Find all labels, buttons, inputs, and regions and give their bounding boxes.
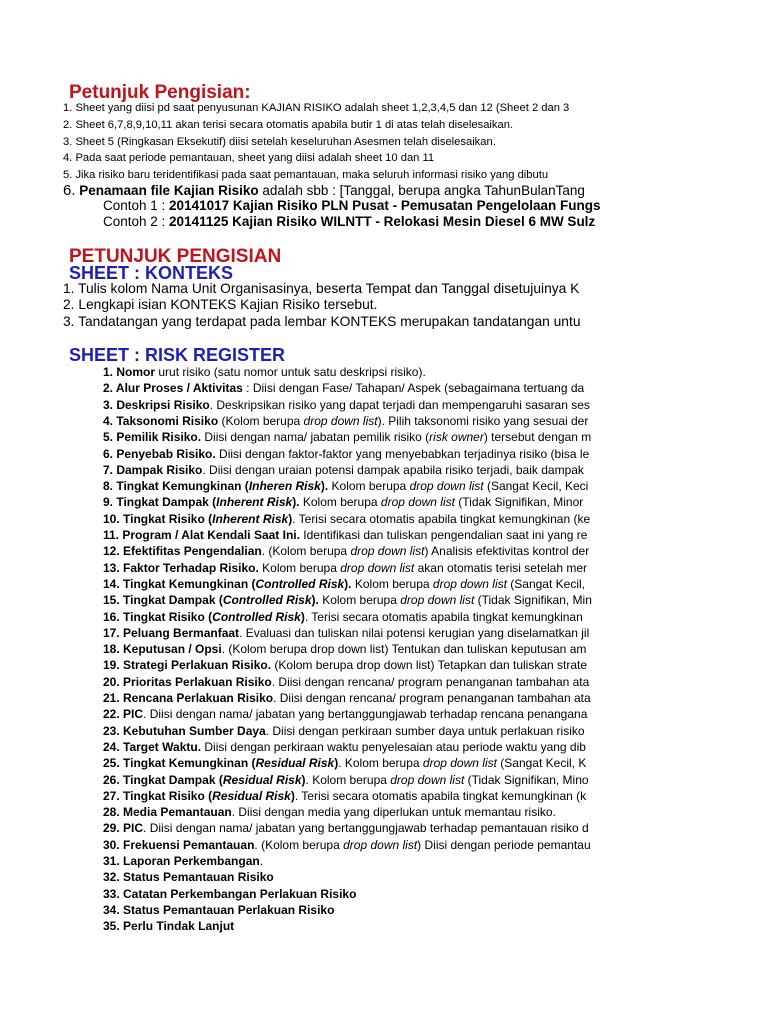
risk-register-item — [103, 577, 768, 591]
item-description: urut risiko (satu nomor untuk satu deskripsi risiko). — [155, 365, 426, 379]
risk-register-heading: SHEET : RISK REGISTER — [69, 345, 286, 365]
item-field-name: ). — [311, 593, 319, 608]
item-field-name: 1. Nomor — [103, 365, 156, 379]
item-description: . (Kolom berupa — [254, 837, 344, 852]
item-description: risk owner — [429, 430, 484, 445]
risk-register-item — [103, 740, 768, 754]
item-field-name: 5. Pemilik Risiko. — [103, 430, 202, 445]
item-description: (Sangat Kecil, Keci — [483, 479, 589, 494]
item-description: (Sangat Kecil, K — [496, 756, 587, 771]
item-field-name: 9. Tingkat Dampak ( — [103, 495, 217, 510]
item-description: . Diisi dengan media yang diperlukan untuk memantau risiko. — [231, 805, 556, 820]
item-field-name: 12. Efektifitas Pengendalian — [103, 544, 262, 559]
item-field-name: 34. Status Pemantauan Perlakuan Risiko — [103, 902, 335, 917]
risk-register-item — [103, 544, 768, 558]
item-description: Kolom berupa — [318, 593, 401, 608]
item-description: drop down list — [350, 544, 425, 559]
risk-register-item — [103, 919, 768, 933]
risk-register-item — [103, 512, 768, 526]
item-field-name: 27. Tingkat Risiko ( — [103, 788, 213, 803]
item-description: Diisi dengan faktor-faktor yang menyebabkan terjadinya risiko (bisa le — [215, 446, 590, 461]
item-field-name: ). — [320, 479, 329, 494]
item-description: drop down list — [409, 479, 484, 494]
item-field-name: 4. Taksonomi Risiko — [103, 413, 219, 428]
item-field-name: ) — [288, 511, 293, 526]
item-field-name: Controlled Risk — [212, 609, 301, 624]
item-description: Diisi dengan perkiraan waktu penyelesaian atau periode waktu yang dib — [201, 739, 586, 754]
item-description: Diisi dengan nama/ jabatan pemilik risiko ( — [201, 430, 430, 445]
item-field-name: Inherent Risk — [216, 495, 293, 510]
item-field-name: 30. Frekuensi Pemantauan — [103, 837, 255, 852]
item-field-name: 7. Dampak Risiko — [103, 462, 203, 477]
risk-register-item — [103, 870, 768, 884]
item-field-name: 22. PIC — [103, 707, 144, 722]
item-description: . Diisi dengan perkiraan sumber daya untuk perlakuan risiko — [265, 723, 585, 738]
item-field-name: 18. Keputusan / Opsi — [103, 642, 222, 657]
item-description: akan otomatis terisi setelah mer — [414, 560, 588, 575]
item-field-name: 19. Strategi Perlakuan Risiko. — [103, 658, 272, 673]
item-description: Kolom berupa — [299, 495, 381, 510]
item-field-name: 2. Alur Proses / Aktivitas — [103, 381, 243, 396]
item-description: drop down list — [303, 413, 378, 428]
item-description: . Kolom berupa — [305, 772, 391, 787]
risk-register-item — [103, 789, 768, 803]
item-field-name: 35. Perlu Tindak Lanjut — [103, 919, 235, 934]
risk-register-item — [103, 561, 768, 575]
konteks-subheading: SHEET : KONTEKS — [69, 263, 234, 283]
item-description: . Diisi dengan uraian potensi dampak apabila risiko terjadi, baik dampak — [202, 462, 584, 477]
item-field-name: 15. Tingkat Dampak ( — [103, 593, 223, 608]
risk-register-item — [103, 593, 768, 607]
item-field-name: 11. Program / Alat Kendali Saat Ini. — [103, 528, 300, 542]
risk-register-item — [103, 854, 768, 868]
petunjuk-item-3: 3. Sheet 5 (Ringkasan Eksekutif) diisi setelah keseluruhan Asesmen telah diselesaikan. — [63, 136, 496, 148]
risk-register-item — [103, 691, 768, 705]
petunjuk-item-2: 2. Sheet 6,7,8,9,10,11 akan terisi secara otomatis apabila butir 1 di atas telah diselesaikan. — [63, 119, 514, 131]
item-field-name: 33. Catatan Perkembangan Perlakuan Risiko — [103, 886, 357, 901]
item-field-name: 13. Faktor Terhadap Risiko. — [103, 560, 259, 575]
risk-register-item — [103, 658, 768, 672]
item-field-name: Residual Risk — [255, 756, 335, 771]
item-field-name: 16. Tingkat Risiko ( — [103, 609, 213, 624]
item-description: drop down list — [340, 560, 415, 575]
item-description: . Evaluasi dan tuliskan nilai potensi kerugian yang diselamatkan jil — [239, 625, 590, 640]
item-description: Kolom berupa — [351, 576, 433, 591]
item-field-name: 3. Deskripsi Risiko — [103, 397, 210, 412]
item-field-name: 32. Status Pemantauan Risiko — [103, 870, 274, 885]
item-description: Kolom berupa — [328, 479, 410, 494]
item-description: . — [259, 854, 264, 868]
item-description: . Terisi secara otomatis apabila tingkat kemungkinan — [304, 609, 583, 624]
risk-register-item — [103, 365, 768, 379]
risk-register-item — [103, 675, 768, 689]
item-description: Kolom berupa — [258, 560, 341, 575]
contoh-1-value: 20141017 Kajian Risiko PLN Pusat - Pemusatan Pengelolaan Fungs — [165, 198, 601, 213]
petunjuk-item-4: 4. Pada saat periode pemantauan, sheet yang diisi adalah sheet 10 dan 11 — [63, 152, 435, 164]
risk-register-item — [103, 626, 768, 640]
item-field-name: 25. Tingkat Kemungkinan ( — [103, 756, 256, 771]
item-field-name: 17. Peluang Bermanfaat — [103, 625, 240, 640]
risk-register-item — [103, 903, 768, 917]
item-description: drop down list — [400, 593, 475, 608]
item-description: . Deskripsikan risiko yang dapat terjadi dan mempengaruhi sasaran ses — [209, 397, 590, 412]
item-description: . Terisi secara otomatis apabila tingkat kemungkinan (k — [294, 788, 587, 803]
risk-register-item — [103, 805, 768, 819]
petunjuk-item-1: 1. Sheet yang diisi pd saat penyusunan KAJIAN RISIKO adalah sheet 1,2,3,4,5 dan 12 (Sheet 2 dan 3 — [63, 102, 570, 114]
item-field-name: 21. Rencana Perlakuan Risiko — [103, 691, 274, 705]
contoh-1 — [103, 198, 768, 213]
item-field-name: Controlled Risk — [222, 593, 312, 608]
risk-register-item — [103, 430, 768, 444]
item-description: . Diisi dengan nama/ jabatan yang bertanggungjawab terhadap pemantauan risiko d — [143, 821, 589, 836]
risk-register-item — [103, 528, 768, 542]
item-field-name: 23. Kebutuhan Sumber Daya — [103, 723, 266, 738]
item-field-name: Inherent Risk — [212, 511, 289, 526]
konteks-item-2: 2. Lengkapi isian KONTEKS Kajian Risiko tersebut. — [63, 297, 378, 312]
item-description: drop down list — [390, 772, 465, 787]
konteks-heading: PETUNJUK PENGISIAN — [69, 246, 282, 267]
konteks-item-1: 1. Tulis kolom Nama Unit Organisasinya, beserta Tempat dan Tanggal disetujuinya K — [63, 281, 580, 296]
item-description: (Sangat Kecil, — [506, 576, 585, 591]
item-description: . (Kolom berupa drop down list) Tentukan dan tuliskan keputusan am — [221, 642, 587, 657]
item-description: Identifikasi dan tuliskan pengendalian saat ini yang re — [299, 528, 588, 542]
item-description: . Diisi dengan rencana/ program penanganan tambahan ata — [273, 691, 591, 705]
item-field-name: Residual Risk — [222, 772, 302, 787]
item-field-name: 8. Tingkat Kemungkinan ( — [103, 479, 249, 494]
item-field-name: 14. Tingkat Kemungkinan ( — [103, 576, 256, 591]
item-description: ) tersebut dengan m — [483, 430, 592, 445]
item-description: (Tidak Signifikan, Minor — [454, 495, 584, 510]
risk-register-item — [103, 887, 768, 901]
item-description: ) Diisi dengan periode pemantau — [417, 837, 591, 852]
petunjuk-item-5: 5. Jika risiko baru teridentifikasi pada saat pemantauan, maka seluruh informasi risiko yang dibutu — [63, 169, 549, 181]
konteks-item-3: 3. Tandatangan yang terdapat pada lembar KONTEKS merupakan tandatangan untu — [63, 314, 581, 329]
item-description: (Kolom berupa drop down list) Tetapkan dan tuliskan strate — [271, 658, 588, 673]
item-field-name: ). — [344, 576, 352, 591]
item-description: drop down list — [343, 837, 418, 852]
item-field-name: 29. PIC — [103, 821, 144, 836]
item-field-name: ). — [292, 495, 300, 510]
item-description: ). Pilih taksonomi risiko yang sesuai der — [377, 413, 589, 428]
item-description: drop down list — [380, 495, 455, 510]
risk-register-item — [103, 610, 768, 624]
risk-register-item — [103, 773, 768, 787]
item-field-name: ) — [301, 772, 306, 787]
item-field-name: ) — [290, 788, 295, 803]
risk-register-item — [103, 463, 768, 477]
item-6-rest: adalah sbb : [Tanggal, berupa angka TahunBulanTang — [258, 183, 585, 198]
contoh-2-value: 20141125 Kajian Risiko WILNTT - Relokasi Mesin Diesel 6 MW Sulz — [165, 214, 596, 229]
petunjuk-item-6 — [63, 182, 768, 199]
item-description: ) Analisis efektivitas kontrol der — [424, 544, 590, 559]
risk-register-item — [103, 381, 768, 395]
item-field-name: 20. Prioritas Perlakuan Risiko — [103, 674, 272, 689]
item-6-number: 6. — [63, 182, 76, 199]
item-description: . (Kolom berupa — [261, 544, 351, 559]
contoh-2-label: Contoh 2 : — [103, 214, 166, 229]
item-description: . Terisi secara otomatis apabila tingkat kemungkinan (ke — [292, 511, 591, 526]
risk-register-item — [103, 756, 768, 770]
item-description: . Kolom berupa — [338, 756, 423, 771]
item-description: drop down list — [422, 756, 497, 771]
item-field-name: 31. Laporan Perkembangan — [103, 854, 260, 868]
item-field-name: 6. Penyebab Risiko. — [103, 446, 216, 461]
item-description: drop down list — [432, 576, 507, 591]
item-field-name: 26. Tingkat Dampak ( — [103, 772, 223, 787]
contoh-1-label: Contoh 1 : — [103, 198, 166, 213]
risk-register-item — [103, 398, 768, 412]
contoh-2 — [103, 214, 768, 229]
item-description: . Diisi dengan rencana/ program penanganan tambahan ata — [271, 674, 590, 689]
risk-register-item — [103, 447, 768, 461]
item-field-name: Residual Risk — [212, 788, 291, 803]
petunjuk-title: Petunjuk Pengisian: — [69, 82, 251, 103]
item-description: (Kolom berupa — [218, 413, 304, 428]
risk-register-item — [103, 495, 768, 509]
item-description: (Tidak Signifikan, Mino — [464, 772, 589, 787]
item-field-name: 10. Tingkat Risiko ( — [103, 511, 213, 526]
item-description: : Diisi dengan Fase/ Tahapan/ Aspek (sebagaimana tertuang da — [242, 381, 585, 396]
item-field-name: Controlled Risk — [255, 576, 345, 591]
risk-register-item — [103, 724, 768, 738]
risk-register-item — [103, 414, 768, 428]
item-description: . Diisi dengan nama/ jabatan yang bertanggungjawab terhadap rencana penangana — [143, 707, 588, 722]
item-field-name: Inheren Risk — [248, 479, 321, 494]
risk-register-item — [103, 642, 768, 656]
item-6-bold: Penamaan file Kajian Risiko — [79, 183, 259, 198]
risk-register-item — [103, 707, 768, 721]
item-field-name: 24. Target Waktu. — [103, 739, 202, 754]
risk-register-item — [103, 838, 768, 852]
risk-register-item — [103, 479, 768, 493]
item-field-name: ) — [334, 756, 339, 771]
item-description: (Tidak Signifikan, Min — [474, 593, 592, 608]
item-field-name: ) — [300, 609, 305, 624]
item-field-name: 28. Media Pemantauan — [103, 805, 232, 820]
risk-register-item — [103, 821, 768, 835]
